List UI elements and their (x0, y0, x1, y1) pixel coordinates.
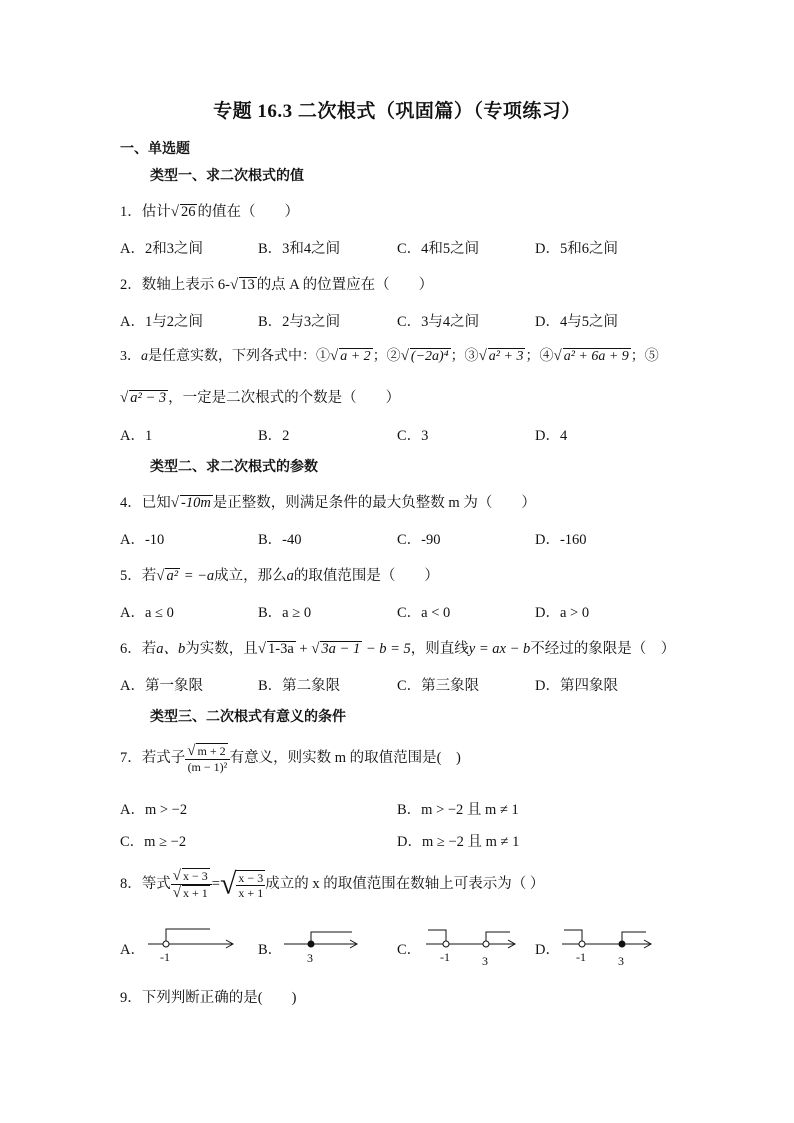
q3-option-c[interactable]: C．3 (397, 428, 429, 444)
q7-option-d[interactable]: D．m ≥ −2 且 m ≠ 1 (397, 834, 520, 850)
q8-fraction-right (236, 870, 265, 900)
q5-option-c[interactable]: C．a < 0 (397, 605, 451, 621)
q8-numerator-right: x − 3 (238, 870, 264, 885)
question-9: 9．下列判断正确的是( ) (120, 990, 297, 1006)
q2-option-b[interactable]: B．2与3之间 (258, 314, 341, 330)
q6-text-3: ，则直线 (410, 641, 469, 657)
q3-radical-1: a + 2 (340, 349, 371, 364)
q6-option-d[interactable]: D．第四象限 (535, 678, 618, 694)
q1-option-c[interactable]: C．4和5之间 (397, 241, 480, 257)
q8-option-d[interactable]: D． (535, 942, 560, 958)
q2-option-d[interactable]: D．4与5之间 (535, 314, 618, 330)
q6-equation: − b = 5 (362, 641, 411, 657)
q3-sep-4: ；④ (525, 349, 554, 364)
q6-option-c[interactable]: C．第三象限 (397, 678, 480, 694)
type-heading-1: 类型一、求二次根式的值 (150, 169, 304, 184)
q1-text-end: 的值在（ ） (197, 204, 299, 220)
q8-equals: = (211, 876, 220, 892)
question-3-line-2: √ a² − 3 ，一定是二次根式的个数是（ ） (120, 390, 401, 406)
q3-number: 3． (120, 349, 141, 364)
q3-sep-3: ；③ (450, 349, 479, 364)
q3-var: a (141, 349, 148, 364)
type-heading-2: 类型二、求二次根式的参数 (150, 460, 318, 475)
q5-option-d[interactable]: D．a > 0 (535, 605, 590, 621)
q3-radical-2: (−2a)⁴ (410, 349, 449, 364)
q1-text: 1．估计 (120, 204, 171, 220)
q3-option-a[interactable]: A．1 (120, 428, 153, 444)
q5-radical: a² (166, 568, 179, 584)
q6-line-eq: y = ax − b (468, 641, 531, 657)
q7-option-a[interactable]: A．m > −2 (120, 802, 188, 818)
q3-sep-2: ；② (372, 349, 401, 364)
q6-radical-1: 1-3a (267, 641, 294, 657)
q8-numberline-d (560, 924, 656, 968)
q7-fraction: $\frac{√ m + 2}{\text{(m − 1)²}}$ (185, 743, 229, 774)
q5-rhs: = −a (180, 568, 215, 584)
q2-option-c[interactable]: C．3与4之间 (397, 314, 480, 330)
q3-text: 是任意实数，下列各式中：① (148, 349, 330, 364)
q3-option-d[interactable]: D．4 (535, 428, 568, 444)
q5-text: 5．若 (120, 568, 157, 584)
q5-text-mid: 成立，那么 (214, 568, 287, 584)
question-5: 5．若√ a² = −a成立，那么a的取值范围是（ ） (120, 568, 439, 584)
q8-tick-a: -1 (160, 950, 170, 964)
q3-radical-3: a² + 3 (488, 349, 524, 364)
q8-denominator-left: x + 1 (182, 886, 208, 901)
q2-option-a[interactable]: A．1与2之间 (120, 314, 203, 330)
q8-tick-d-1: -1 (576, 950, 586, 964)
section-heading: 一、单选题 (120, 142, 190, 157)
q1-option-d[interactable]: D．5和6之间 (535, 241, 618, 257)
q8-tick-c-2: 3 (482, 954, 488, 968)
q8-numberline-b (282, 924, 362, 966)
q6-text-end: 不经过的象限是（ ） (530, 641, 676, 657)
q8-text: 8．等式 (120, 876, 171, 892)
q8-tick-b: 3 (307, 951, 313, 965)
q5-var: a (286, 568, 294, 584)
question-7 (120, 738, 461, 778)
q6-radical-2: 3a − 1 (321, 641, 361, 657)
q4-radical: -10m (180, 495, 211, 511)
q7-text-end: 有意义，则实数 m 的取值范围是( ) (229, 750, 461, 766)
question-4: 4．已知√ -10m 是正整数，则满足条件的最大负整数 m 为（ ） (120, 495, 536, 511)
q6-vars: a、b (156, 641, 186, 657)
q8-denominator-right: x + 1 (238, 885, 264, 900)
question-8: 8．等式 $\frac{√ x - 3}{√ x + 1}$ =√ $\frac{x - 3}{x + 1}$ 成立的 x 的取值范围在数轴上可表示为（ ） (120, 867, 545, 902)
q6-text-2: 为实数，且 (185, 641, 258, 657)
q7-text: 7．若式子 (120, 750, 186, 766)
q3-radical-4: a² + 6a + 9 (563, 349, 629, 364)
q4-option-d[interactable]: D．-160 (535, 532, 587, 548)
q8-numberline-a (146, 924, 238, 964)
q4-option-a[interactable]: A．-10 (120, 532, 165, 548)
q7-option-c[interactable]: C．m ≥ −2 (120, 834, 187, 850)
q8-tick-d-2: 3 (618, 954, 624, 968)
q3-radical-5: a² − 3 (130, 390, 167, 406)
q1-option-b[interactable]: B．3和4之间 (258, 241, 341, 257)
question-1: 1．估计√ 26 的值在（ ） (120, 204, 299, 220)
q6-option-b[interactable]: B．第二象限 (258, 678, 341, 694)
q5-text-end: 的取值范围是（ ） (293, 568, 439, 584)
q5-option-b[interactable]: B．a ≥ 0 (258, 605, 312, 621)
q7-numerator: m + 2 (197, 744, 226, 759)
q1-option-a[interactable]: A．2和3之间 (120, 241, 203, 257)
q8-numerator-left: x − 3 (182, 869, 208, 884)
question-3: 3．a是任意实数，下列各式中：①√ a + 2 ；②√ (−2a)⁴ ；③√ a² + 3 ；④√ a² + 6a + 9 ；⑤ (120, 348, 659, 364)
page-title: 专题 16.3 二次根式（巩固篇）（专项练习） (213, 101, 581, 122)
q4-text-end: 是正整数，则满足条件的最大负整数 m 为（ ） (212, 495, 536, 511)
q8-option-a[interactable]: A． (120, 942, 145, 958)
q3-option-b[interactable]: B．2 (258, 428, 290, 444)
q8-option-c[interactable]: C． (397, 942, 422, 958)
q6-text: 6．若 (120, 641, 157, 657)
q1-radical: 26 (180, 204, 196, 220)
q8-tick-c-1: -1 (440, 950, 450, 964)
q3-tail: ，一定是二次根式的个数是（ ） (168, 390, 401, 406)
q3-sep-5: ；⑤ (630, 349, 659, 364)
q6-option-a[interactable]: A．第一象限 (120, 678, 203, 694)
q4-option-b[interactable]: B．-40 (258, 532, 302, 548)
q8-text-end: 成立的 x 的取值范围在数轴上可表示为（ ） (265, 876, 545, 892)
q2-text-end: 的点 A 的位置应在（ ） (256, 277, 434, 293)
q2-radical: 13 (240, 277, 255, 293)
q7-denominator: (m − 1)² (187, 760, 228, 775)
q4-option-c[interactable]: C．-90 (397, 532, 441, 548)
q8-option-b[interactable]: B． (258, 942, 283, 958)
question-2: 2．数轴上表示 6-√ 13 的点 A 的位置应在（ ） (120, 277, 434, 293)
type-heading-3: 类型三、二次根式有意义的条件 (150, 710, 346, 725)
q4-text: 4．已知 (120, 495, 171, 511)
q2-text: 2．数轴上表示 6- (120, 277, 230, 293)
question-6: 6．若a、b为实数，且√ 1-3a + √ 3a − 1 − b = 5，则直线y = ax − b不经过的象限是（ ） (120, 641, 676, 657)
q5-option-a[interactable]: A．a ≤ 0 (120, 605, 174, 621)
q6-plus: + (295, 641, 312, 657)
q7-option-b[interactable]: B．m > −2 且 m ≠ 1 (397, 802, 519, 818)
q8-fraction-left: $\frac{√ x - 3}{√ x + 1}$ (171, 868, 212, 901)
q8-numberline-c (424, 924, 520, 968)
